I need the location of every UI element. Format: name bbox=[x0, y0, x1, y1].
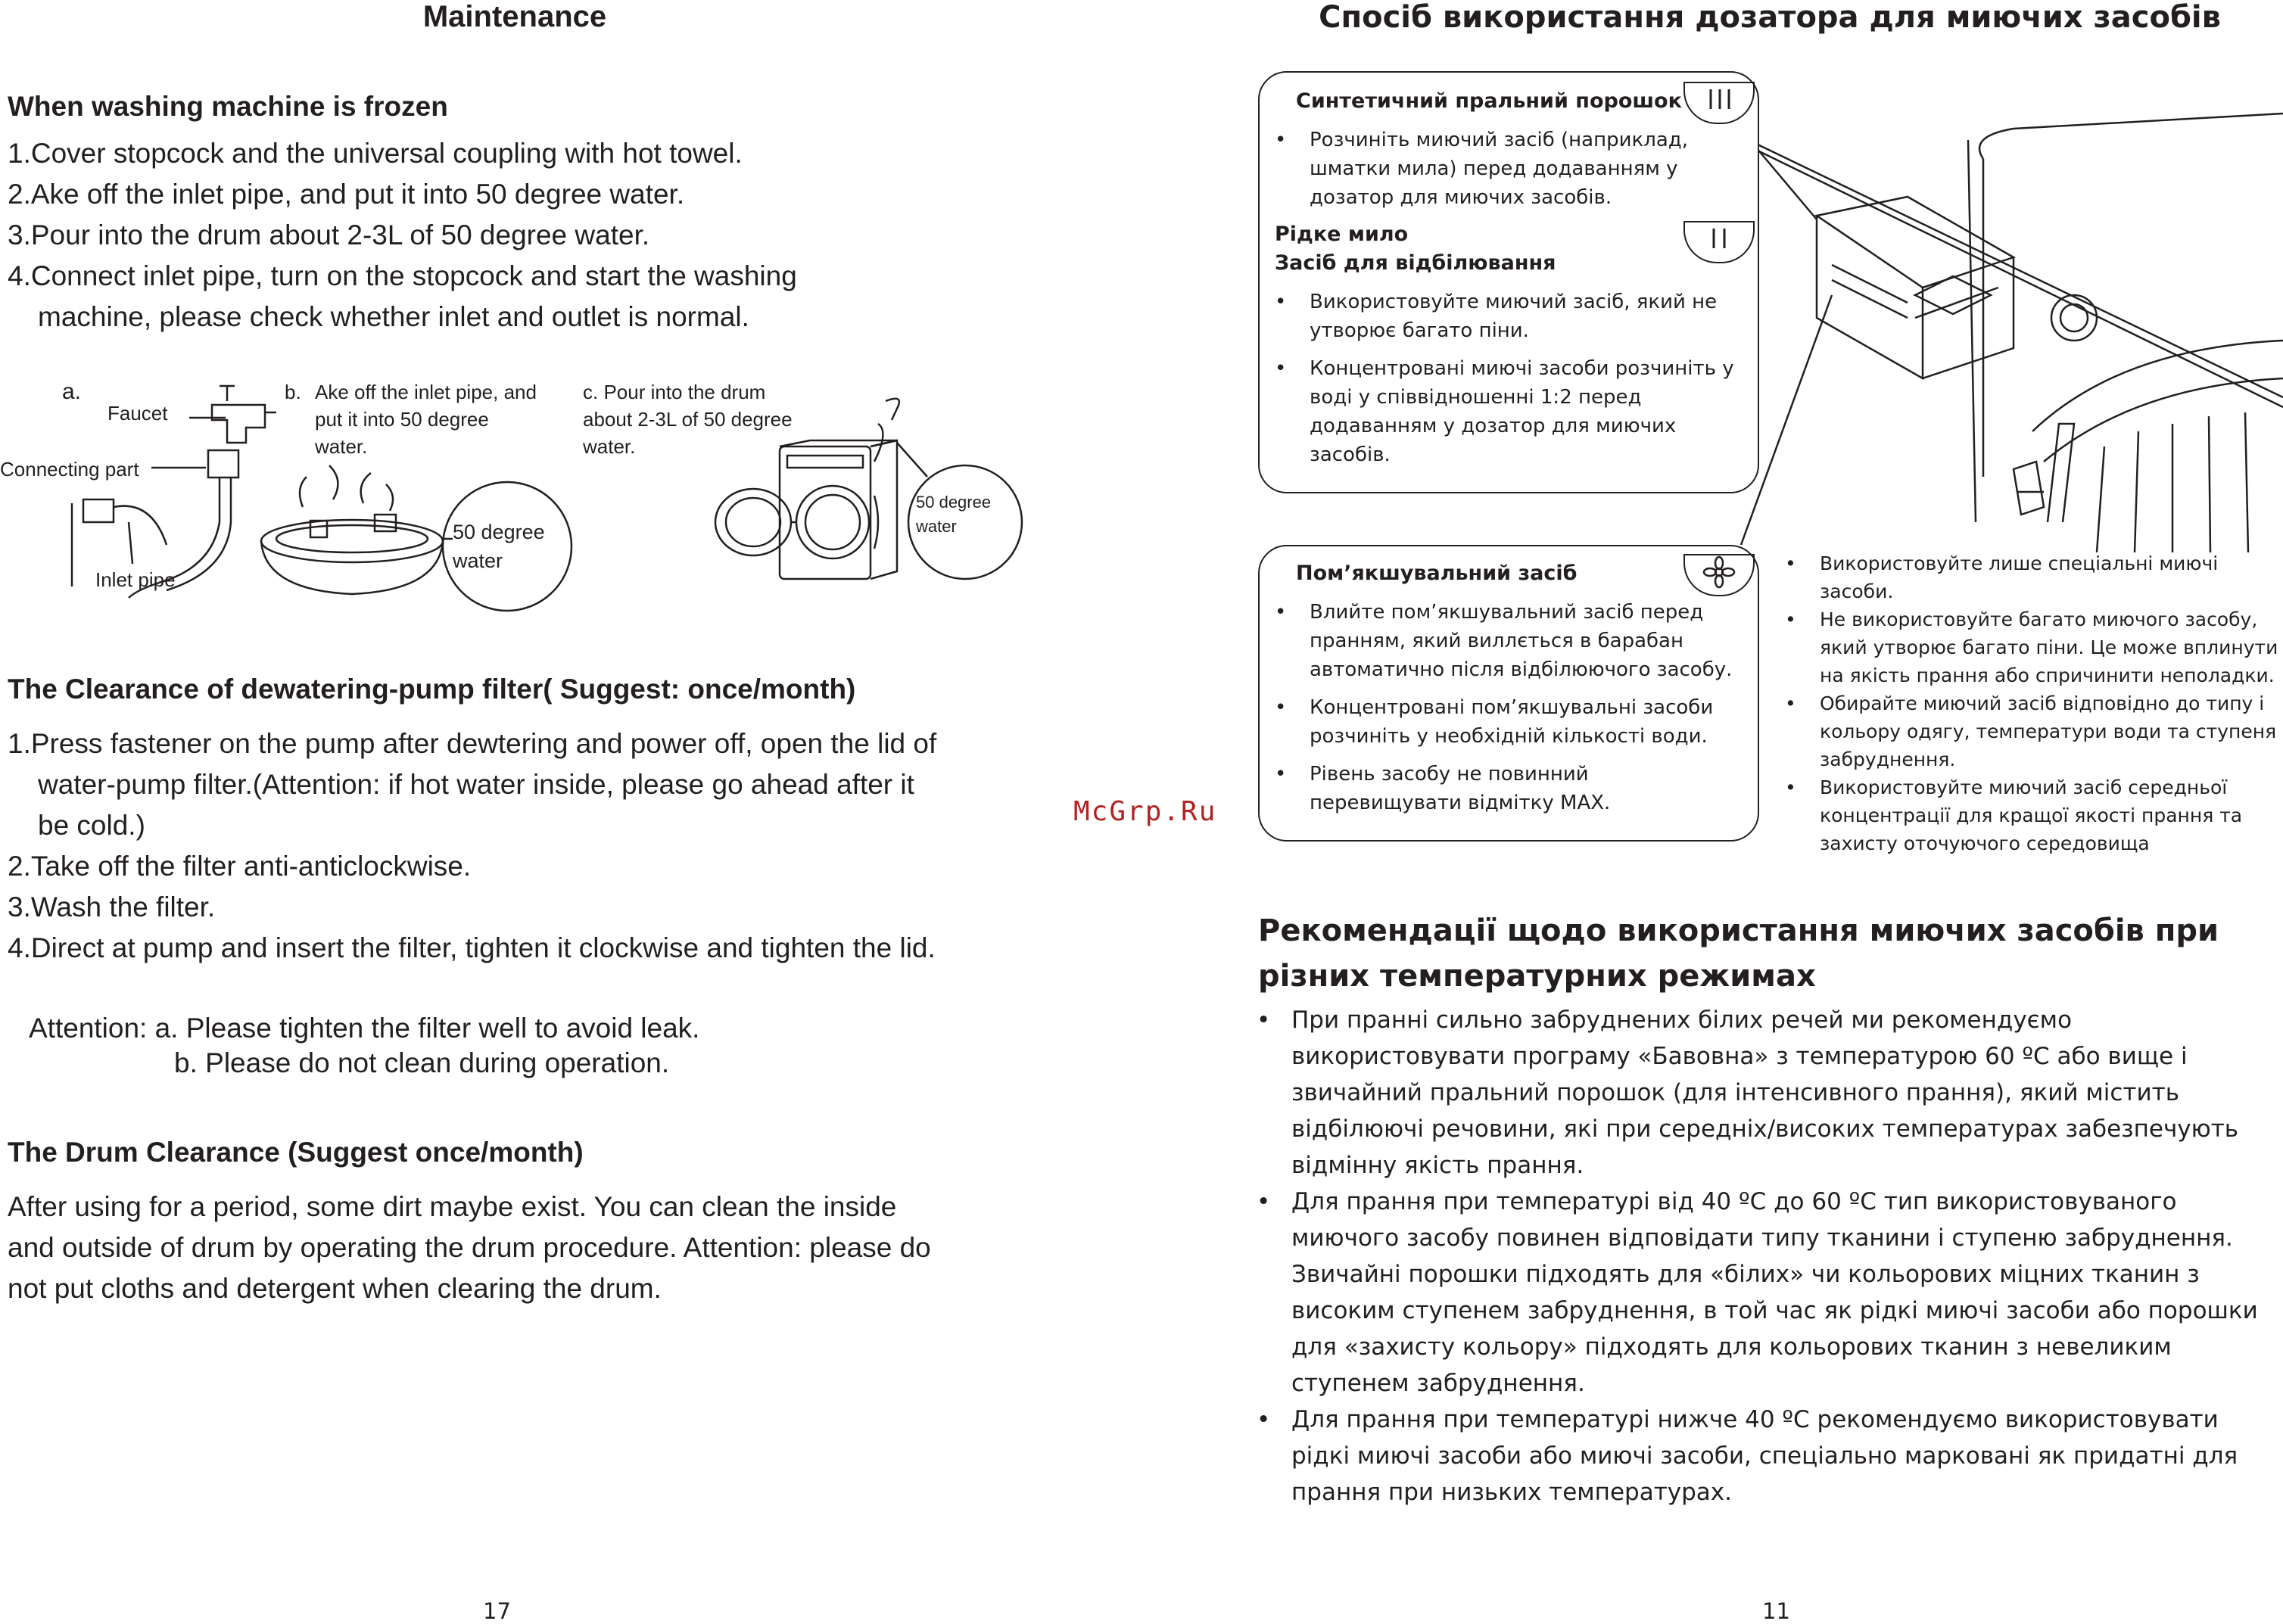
recommendations-list bbox=[1257, 1002, 2278, 1510]
frozen-step: 1.Cover stopcock and the universal coupling with hot towel. bbox=[8, 138, 743, 169]
figure-b-label: b. bbox=[285, 381, 301, 403]
figure-c-text: c. Pour into the drum about 2-3L of 50 degree water. bbox=[583, 381, 793, 458]
list-item: • Влийте пом’якшувальний засіб перед пранням, який виллється в барабан автоматично після відбілюючого засобу. bbox=[1275, 598, 1744, 684]
right-page-title: Спосіб використання дозатора для миючих засобів bbox=[1319, 0, 2221, 35]
figure-b-bubble: 50 degree water bbox=[453, 521, 545, 572]
drum-heading: The Drum Clearance (Suggest once/month) bbox=[8, 1137, 584, 1168]
list-item: • Не використовуйте багато миючого засобу, який утворює багато піни. Це може вплинути на якість прання або спричинити неполадки. bbox=[1785, 605, 2283, 689]
pump-step: 3.Wash the filter. bbox=[8, 891, 216, 922]
list-item: • Концентровані миючі засоби розчиніть у воді у співвідношенні 1:2 перед додаванням у дозатор для миючих засобів. bbox=[1275, 354, 1744, 469]
bleach-title: Засіб для відбілювання bbox=[1275, 251, 1556, 275]
faucet-label: Faucet bbox=[107, 402, 168, 425]
frozen-steps bbox=[8, 133, 901, 338]
recommendations-title: Рекомендації щодо використання миючих засобів при різних температурних режимах bbox=[1258, 913, 2219, 994]
pump-step: 2.Take off the filter anti-anticlockwise. bbox=[8, 851, 472, 882]
softener-list bbox=[1275, 598, 1744, 826]
figure-c-bubble: 50 degree water bbox=[916, 493, 992, 536]
pump-attention-a: Attention: a. Please tighten the filter well to avoid leak. bbox=[29, 1013, 700, 1044]
figure-a-label: a. bbox=[62, 379, 82, 404]
figure-b-text: Ake off the inlet pipe, and put it into 50 degree water. bbox=[315, 381, 537, 458]
list-item: • Розчиніть миючий засіб (наприклад, шматки мила) перед додаванням у дозатор для миючих засобів. bbox=[1275, 126, 1744, 212]
frozen-step: 3.Pour into the drum about 2-3L of 50 degree water. bbox=[8, 219, 650, 250]
list-item: • Рівень засобу не повинний перевищувати відмітку MAX. bbox=[1275, 760, 1744, 817]
inlet-pipe-label: Inlet pipe bbox=[95, 568, 176, 591]
synthetic-powder-title: Синтетичний пральний порошок bbox=[1296, 89, 1682, 113]
frozen-figure bbox=[0, 371, 1029, 621]
detergent-tips-list bbox=[1785, 549, 2283, 857]
pump-step: 1.Press fastener on the pump after dewtering and power off, open the lid of water-pump filter.(Attention: if hot water inside, please go ahead after it be cold.) bbox=[8, 728, 937, 841]
left-page-title: Maintenance bbox=[422, 0, 607, 33]
synthetic-powder-list bbox=[1275, 126, 1744, 221]
left-page-number: 17 bbox=[483, 1598, 511, 1624]
list-item: • Використовуйте лише спеціальні миючі засоби. bbox=[1785, 549, 2283, 605]
list-item: • При пранні сильно забруднених білих речей ми рекомендуємо використовувати програму «Бавовна» з температурою 60 ºС або вище і звичайний пральний порошок (для інтенсивного прання), який містить відбілюючі речовини, які при середніх/високих температурах забезпечують відмінну якість прання. bbox=[1257, 1002, 2278, 1184]
frozen-heading: When washing machine is frozen bbox=[8, 91, 448, 122]
connecting-part-label: Connecting part bbox=[0, 458, 139, 481]
flower-icon bbox=[1683, 554, 1755, 596]
frozen-step: 4.Connect inlet pipe, turn on the stopcock and start the washing machine, please check whether inlet and outlet is normal. bbox=[8, 260, 797, 332]
powder-icon bbox=[1683, 82, 1755, 124]
list-item: • Для прання при температурі нижче 40 ºС рекомендуємо використовувати рідкі миючі засоби або миючі засоби, спеціально марковані як придатні для прання при низьких температурах. bbox=[1257, 1402, 2278, 1510]
pump-heading: The Clearance of dewatering-pump filter( Suggest: once/month) bbox=[8, 674, 856, 705]
liquid-soap-list bbox=[1275, 288, 1744, 478]
liquid-soap-title: Рідке мило bbox=[1275, 222, 1409, 246]
bleach-icon bbox=[1683, 221, 1755, 263]
list-item: • Використовуйте миючий засіб, який не утворює багато піни. bbox=[1275, 288, 1744, 345]
pump-steps bbox=[8, 723, 946, 969]
drum-text: After using for a period, some dirt maybe exist. You can clean the inside and outside of drum by operating the drum procedure. Attention: please do not put cloths and detergent when clearing the drum. bbox=[8, 1191, 931, 1304]
softener-title: Пом’якшувальний засіб bbox=[1296, 562, 1578, 585]
list-item: • Використовуйте миючий засіб середньої концентрації для кращої якості прання та захисту оточуючого середовища bbox=[1785, 773, 2283, 857]
list-item: • Обирайте миючий засіб відповідно до типу і кольору одягу, температури води та ступеня забруднення. bbox=[1785, 689, 2283, 773]
frozen-step: 2.Ake off the inlet pipe, and put it into 50 degree water. bbox=[8, 179, 685, 210]
pump-attention-b: b. Please do not clean during operation. bbox=[174, 1047, 670, 1078]
right-page-number: 11 bbox=[1762, 1598, 1790, 1624]
list-item: • Концентровані пом’якшувальні засоби розчиніть у необхідній кількості води. bbox=[1275, 693, 1744, 751]
watermark: McGrp.Ru bbox=[1073, 796, 1217, 827]
pump-step: 4.Direct at pump and insert the filter, tighten it clockwise and tighten the lid. bbox=[8, 932, 936, 963]
list-item: • Для прання при температурі від 40 ºС до 60 ºС тип використовуваного миючого засобу повинен відповідати типу тканини і ступеню забруднення. Звичайні порошки підходять для «білих» чи кольорових міцних тканин з високим ступенем забруднення, в той час як рідкі миючі засоби або порошки для «захисту кольору» підходять для кольорових тканин з невеликим ступенем забруднення. bbox=[1257, 1184, 2278, 1402]
